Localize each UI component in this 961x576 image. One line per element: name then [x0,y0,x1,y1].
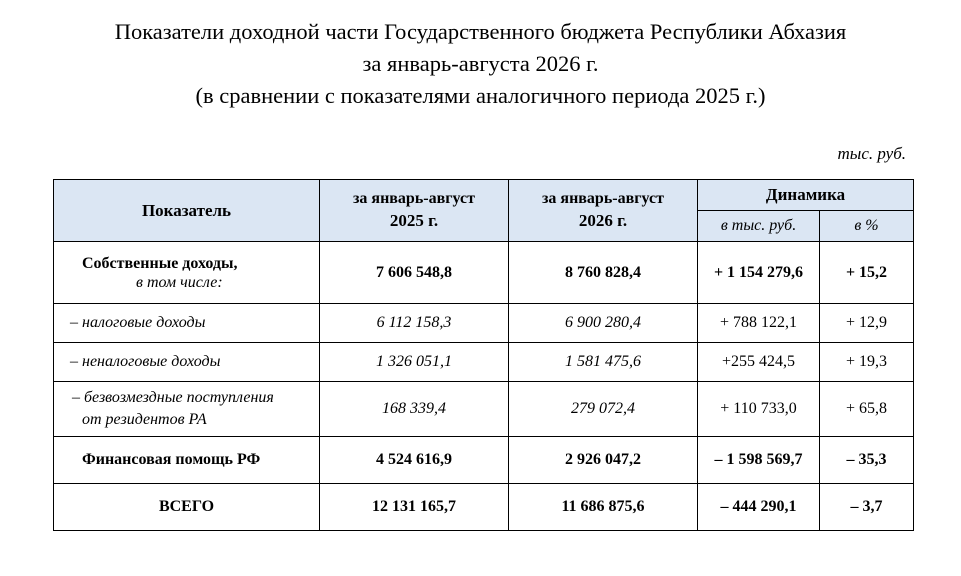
cell-dynamics-abs: + 1 154 279,6 [698,242,820,304]
cell-dynamics-pct: + 15,2 [820,242,914,304]
unit-label: тыс. руб. [837,144,906,163]
header-period-2026-year: 2026 г. [578,211,628,230]
cell-value-2026: 2 926 047,2 [509,437,698,484]
row-total [54,484,914,531]
row-tax-revenue-label: – налоговые доходы [54,304,320,343]
cell-value-2025: 168 339,4 [320,382,509,437]
header-period-2026-label: за январь-август [541,190,664,207]
row-total-label: ВСЕГО [54,484,320,531]
row-nontax-revenue-label: – неналоговые доходы [54,343,320,382]
cell-value-2026: 6 900 280,4 [509,304,698,343]
header-dynamics: Динамика [698,180,914,211]
cell-dynamics-pct: + 12,9 [820,304,914,343]
header-period-2026 [509,180,698,242]
cell-dynamics-abs: – 444 290,1 [698,484,820,531]
row-gratuitous-receipts-line1: – безвозмездные поступления [72,389,274,406]
cell-dynamics-abs: – 1 598 569,7 [698,437,820,484]
cell-value-2025: 12 131 165,7 [320,484,509,531]
cell-value-2026: 1 581 475,6 [509,343,698,382]
cell-value-2026: 8 760 828,4 [509,242,698,304]
cell-dynamics-abs: + 110 733,0 [698,382,820,437]
row-own-revenue-label [54,242,320,304]
cell-dynamics-abs: + 788 122,1 [698,304,820,343]
header-period-2025-year: 2025 г. [389,211,439,230]
cell-value-2025: 1 326 051,1 [320,343,509,382]
header-period-2025-label: за январь-август [352,190,475,207]
header-indicator: Показатель [54,180,320,242]
cell-dynamics-pct: – 3,7 [820,484,914,531]
cell-value-2026: 11 686 875,6 [509,484,698,531]
row-own-revenue [54,242,914,304]
row-own-revenue-title: Собственные доходы, [82,254,238,272]
row-own-revenue-sublabel: в том числе: [136,273,223,291]
row-gratuitous-receipts-line2: от резидентов РА [82,411,207,428]
header-dynamics-pct: в % [820,211,914,242]
row-financial-aid-label: Финансовая помощь РФ [54,437,320,484]
document-title: Показатели доходной части Государственного бюджета Республики Абхазия [114,19,847,44]
header-period-2025 [320,180,509,242]
cell-value-2025: 4 524 616,9 [320,437,509,484]
cell-dynamics-pct: + 65,8 [820,382,914,437]
row-gratuitous-receipts [54,382,914,437]
cell-value-2025: 6 112 158,3 [320,304,509,343]
document-subtitle: (в сравнении с показателями аналогичного периода 2025 г.) [195,83,766,108]
budget-table [53,179,914,531]
row-nontax-revenue [54,343,914,382]
document-title-period: за январь-августа 2026 г. [362,51,599,76]
row-tax-revenue [54,304,914,343]
cell-dynamics-abs: +255 424,5 [698,343,820,382]
cell-dynamics-pct: – 35,3 [820,437,914,484]
header-dynamics-abs: в тыс. руб. [698,211,820,242]
cell-value-2025: 7 606 548,8 [320,242,509,304]
cell-dynamics-pct: + 19,3 [820,343,914,382]
row-financial-aid [54,437,914,484]
row-gratuitous-receipts-label [54,382,320,437]
cell-value-2026: 279 072,4 [509,382,698,437]
